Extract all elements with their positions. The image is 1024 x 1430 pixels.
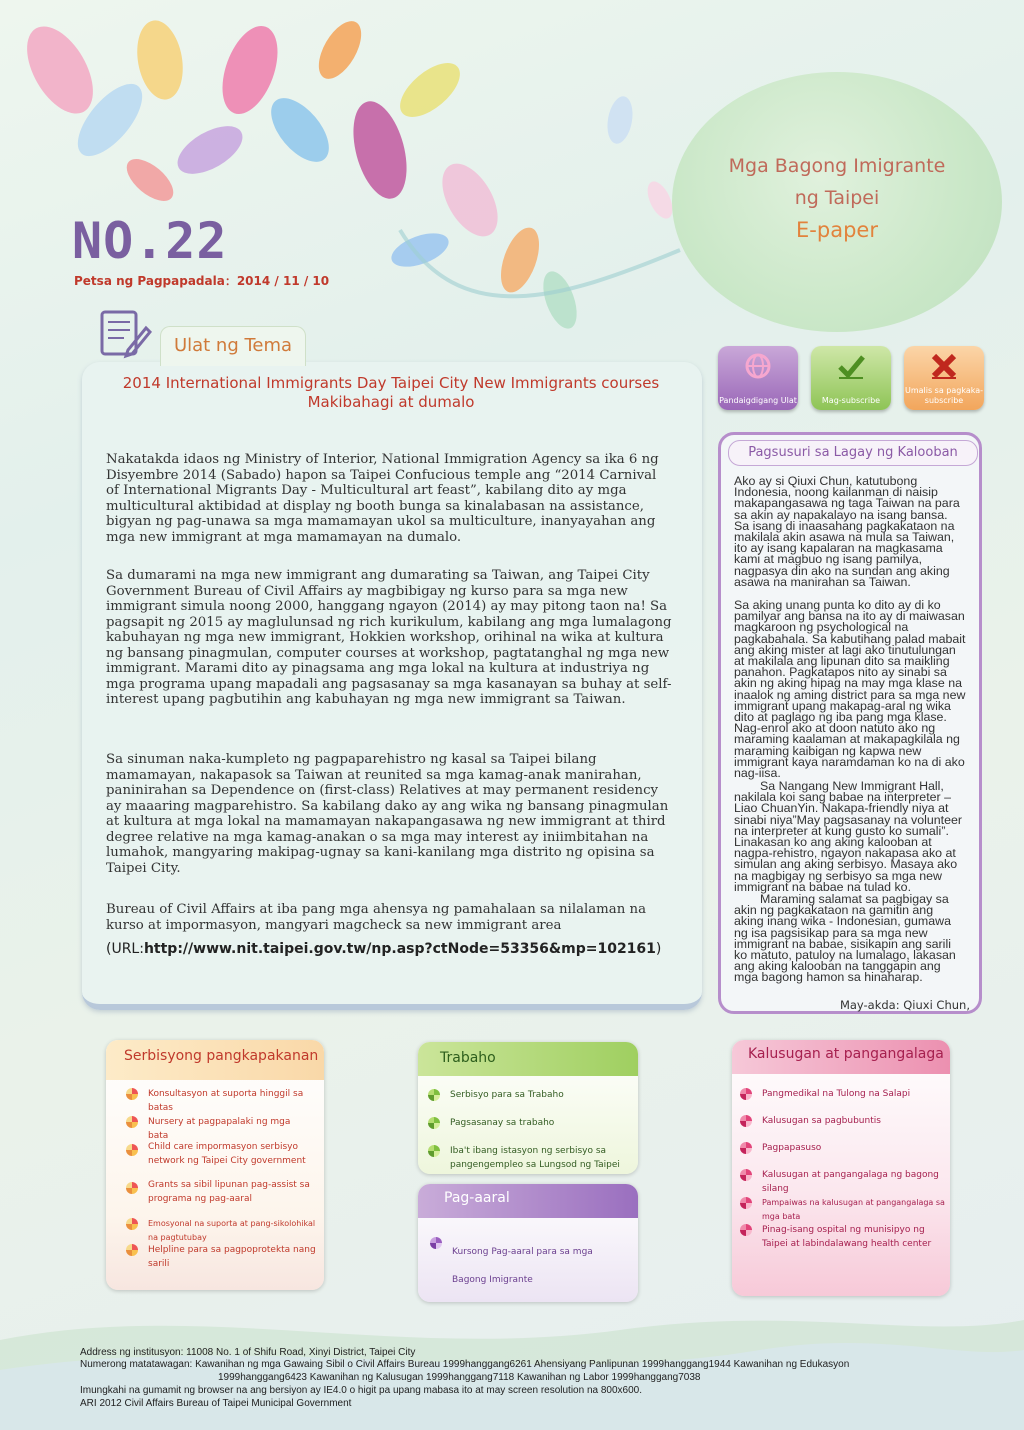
epaper-brand xyxy=(672,150,1002,246)
welfare-title: Serbisyong pangkapakanan xyxy=(124,1048,319,1064)
health-item-2[interactable]: Kalusugan sa pagbubuntis xyxy=(762,1116,881,1126)
bullet-icon xyxy=(126,1218,138,1230)
bullet-icon xyxy=(126,1182,138,1194)
footer-address: Address ng institusyon: 11008 No. 1 of Shifu Road, Xinyi District, Taipei City xyxy=(80,1347,416,1358)
checkmark-icon xyxy=(837,352,865,380)
bullet-icon xyxy=(126,1088,138,1100)
article-title-line-1: 2014 International Immigrants Day Taipei City New Immigrants courses xyxy=(122,374,660,392)
welfare-item-2[interactable]: Nursery at pagpapalaki ng mga bata xyxy=(148,1117,291,1141)
work-item-3[interactable]: Iba't ibang istasyon ng serbisyo sa pangengempleo sa Lungsod ng Taipei xyxy=(450,1146,620,1170)
subscribe-label: Mag-subscribe xyxy=(821,396,881,405)
article-paragraph-3: Sa sinuman naka-kumpleto ng pagpaparehistro ng kasal sa Taipei bilang mamamayan, nakapasok sa Taiwan at reunited sa mga kamag-anak manirahan, paninirahan sa Dependence on (first-class) Relatives at may permanent residency ay maaaring magparehistro. Sa kabilang dako ay ang wika ng bansang pinagmulan at kultura at mga lokal na mamamayan nakapangasawa ng new immigrant at third degree relative na mga kamag-anakan o sa mga may interest ay iniimbitahan na lumahok, mangyaring makipag-ugnay sa kani-kanilang mga distrito ng opisina sa Taipei City. xyxy=(106,752,669,876)
work-item-1[interactable]: Serbisyo para sa Trabaho xyxy=(450,1090,564,1100)
health-item-1[interactable]: Pangmedikal na Tulong na Salapi xyxy=(762,1089,911,1099)
notes-icon xyxy=(98,306,152,360)
work-box xyxy=(418,1042,638,1174)
bullet-icon xyxy=(428,1117,440,1129)
welfare-item-1[interactable]: Konsultasyon at suporta hinggil sa batas xyxy=(148,1089,304,1113)
welfare-item-3[interactable]: Child care impormasyon serbisyo network ng Taipei City government xyxy=(148,1142,306,1166)
welfare-item-5[interactable]: Emosyonal na suporta at pang-sikolohikal na pagtutubay xyxy=(148,1219,316,1242)
brand-line-3: E-paper xyxy=(796,218,878,242)
section-tab-ulat-ng-tema: Ulat ng Tema xyxy=(160,326,306,366)
health-item-3[interactable]: Pagpapasuso xyxy=(762,1143,822,1153)
work-title: Trabaho xyxy=(440,1050,496,1066)
health-title: Kalusugan at pangangalaga xyxy=(748,1046,944,1062)
bullet-icon xyxy=(428,1145,440,1157)
url-prefix: (URL: xyxy=(106,941,144,957)
health-item-6[interactable]: Pinag-isang ospital ng munisipyo ng Taipei at labindalawang health center xyxy=(762,1225,932,1249)
brand-line-2: ng Taipei xyxy=(794,187,880,209)
sidebar-paragraph-3: Sa Nangang New Immigrant Hall, nakilala koi sang babae na interpreter – Liao ChuanYin. Nakapa-friendly niya at sinabi niya”May pagsasanay na volunteer na interpreter at kung gusto ko sumali”. Linakasan ko ang aking kalooban at nagpa-rehistro, ngayon nakapasa ako at simulan ang aking serbisyo. Masaya ako na magbigay ng serbisyo sa mga new immigrant na babae na tulad ko. xyxy=(734,779,962,894)
subscribe-button[interactable] xyxy=(811,346,891,410)
bullet-icon xyxy=(740,1197,752,1209)
health-item-4[interactable]: Kalusugan at pangangalaga ng bagong silang xyxy=(762,1170,939,1194)
article-url-line xyxy=(106,938,676,960)
bullet-icon xyxy=(740,1142,752,1154)
sidebar-title: Pagsusuri sa Lagay ng Kalooban xyxy=(728,440,978,466)
footer-copyright: ARI 2012 Civil Affairs Bureau of Taipei Municipal Government xyxy=(80,1398,352,1409)
footer-phones-1: Numerong matatawagan: Kawanihan ng mga Gawaing Sibil o Civil Affairs Bureau 1999hanggang6261 Ahensiyang Panlipunan 1999hanggang1944 Kawanihan ng Edukasyon xyxy=(80,1359,850,1370)
welfare-item-6[interactable]: Helpline para sa pagpoprotekta nang sarili xyxy=(148,1245,316,1269)
sidebar-paragraph-2: Sa aking unang punta ko dito ay di ko pamilyar ang bansa na ito ay di maiwasan magkaroon ng psychological na pagkabahala. Sa kabutihang palad mabait ang aking mister at lagi ako tinutulungan at makilala ang lipunan dito sa maikling panahon. Pagkatapos nito ay sinabi sa akin ng aking hipag na may mga klase na inaalok ng aming district para sa mga new immigrant upang makapag-aral ng wika dito at paglago ng iba pang mga klase. Nag-enrol ako at doon natuto ako ng maraming kaalaman at makapagkilala ng maraming kaibigan ng kapwa new immigrant kaya naramdaman ko na di ako nag-iisa. xyxy=(734,598,966,781)
sidebar-author: May-akda: Qiuxi Chun, xyxy=(839,998,970,1012)
send-date: Petsa ng Pagpapadala：2014 / 11 / 10 xyxy=(74,274,330,288)
close-icon xyxy=(930,352,958,380)
bullet-icon xyxy=(126,1244,138,1256)
article-title xyxy=(96,374,686,412)
study-box xyxy=(418,1184,638,1302)
bullet-icon xyxy=(740,1224,752,1236)
bullet-icon xyxy=(740,1088,752,1100)
url-suffix: ) xyxy=(655,941,662,957)
health-box xyxy=(732,1040,950,1296)
study-title: Pag-aaral xyxy=(444,1190,510,1206)
welfare-item-4[interactable]: Grants sa sibil lipunan pag-assist sa programa ng pag-aaral xyxy=(148,1180,310,1204)
issue-number: NO.22 xyxy=(72,212,228,270)
footer-browser-note: Imungkahi na gumamit ng browser na ang bersiyon ay IE4.0 o higit pa upang mabasa ito at may screen resolution na 800x600. xyxy=(80,1385,643,1396)
article-paragraph-4: Bureau of Civil Affairs at iba pang mga ahensya ng pamahalaan sa nilalaman na kurso at impormasyon, mangyari magcheck sa new immigrant area xyxy=(106,902,646,933)
health-item-5[interactable]: Pampaiwas na kalusugan at pangangalaga sa mga bata xyxy=(762,1198,945,1221)
international-report-button[interactable] xyxy=(718,346,798,410)
bullet-icon xyxy=(126,1116,138,1128)
work-item-2[interactable]: Pagsasanay sa trabaho xyxy=(450,1118,555,1128)
welfare-box xyxy=(106,1040,324,1290)
globe-icon xyxy=(744,352,772,380)
bullet-icon xyxy=(740,1169,752,1181)
sidebar-paragraph-4: Maraming salamat sa pagbigay sa akin ng pagkakataon na gamitin ang aking inang wika - Indonesian, gumawa ng isa pagsisikap para sa mga new immigrant na babae, sisikapin ang sarili ko matuto, patuloy na lumalago, lakasan ang aking kalooban na tanggapin ang mga bagong hamon sa hinaharap. xyxy=(734,892,956,985)
article-paragraph-1: Nakatakda idaos ng Ministry of Interior, National Immigration Agency sa ika 6 ng Disyembre 2014 (Sabado) hapon sa Taipei Confucious temple ang “2014 Carnival of International Migrants Day - Multicultural art feast”, kabilang dito ay mga multicultural aktibidad at display ng booth bunga sa kinalabasan na assistance, bigyan ng pag-unawa sa mga mamamayan ukol sa multiculture, inanyayahan ang mga new immigrant at mga mamamayan na dumalo. xyxy=(106,452,659,545)
unsubscribe-button[interactable] xyxy=(904,346,984,410)
footer-phones-2: 1999hanggang6423 Kawanihan ng Kalusugan 1999hanggang7118 Kawanihan ng Labor 1999hanggang7038 xyxy=(218,1372,701,1383)
unsubscribe-label: Umalis sa pagkaka-subscribe xyxy=(904,386,984,405)
article-url-link[interactable]: http://www.nit.taipei.gov.tw/np.asp?ctNode=53356&mp=102161 xyxy=(143,941,656,957)
international-report-label: Pandaigdigang Ulat xyxy=(719,396,797,405)
sidebar-paragraph-1: Ako ay si Qiuxi Chun, katutubong Indonesia, noong kailanman di naisip makapangasawa ng taga Taiwan na para sa akin ay napakalayo na isang bansa. Sa isang di inaasahang pagkakataon na makilala akin asawa na mula sa Taiwan, ito ay isang kapalaran na magkasama kami at magbuo ng isang pamilya, nagpasya din ako na sundan ang aking asawa na manirahan sa Taiwan. xyxy=(734,474,960,589)
bullet-icon xyxy=(740,1115,752,1127)
study-item-1[interactable]: Kursong Pag-aaral para sa mga Bagong Imigrante xyxy=(452,1247,593,1285)
bullet-icon xyxy=(428,1089,440,1101)
article-title-line-2: Makibahagi at dumalo xyxy=(307,393,475,411)
article-paragraph-2: Sa dumarami na mga new immigrant ang dumarating sa Taiwan, ang Taipei City Government Bureau of Civil Affairs ay magbibigay ng kurso para sa mga new immigrant simula noong 2000, hanggang ngayon (2014) ay may pitong taon na! Sa pagsapit ng 2015 ay maglulunsad ng rich kurikulum, kabilang ang mga lumalagong kabuhayan ng mga new immigrant, Hokkien workshop, orihinal na wika at kultura ng bansang pinagmulan, computer courses at workshop, pagtatanghal ng mga new immigrant. Marami dito ay pinagsama ang mga lokal na kultura at industriya ng mga programa upang mapadali ang pagsasanay sa mga kasanayan sa buhay at self-interest upang pagbutihin ang kabuhayan ng mga new immigrant sa Taiwan. xyxy=(106,568,672,707)
bullet-icon xyxy=(430,1237,442,1249)
brand-line-1: Mga Bagong Imigrante xyxy=(728,155,946,177)
bullet-icon xyxy=(126,1144,138,1156)
